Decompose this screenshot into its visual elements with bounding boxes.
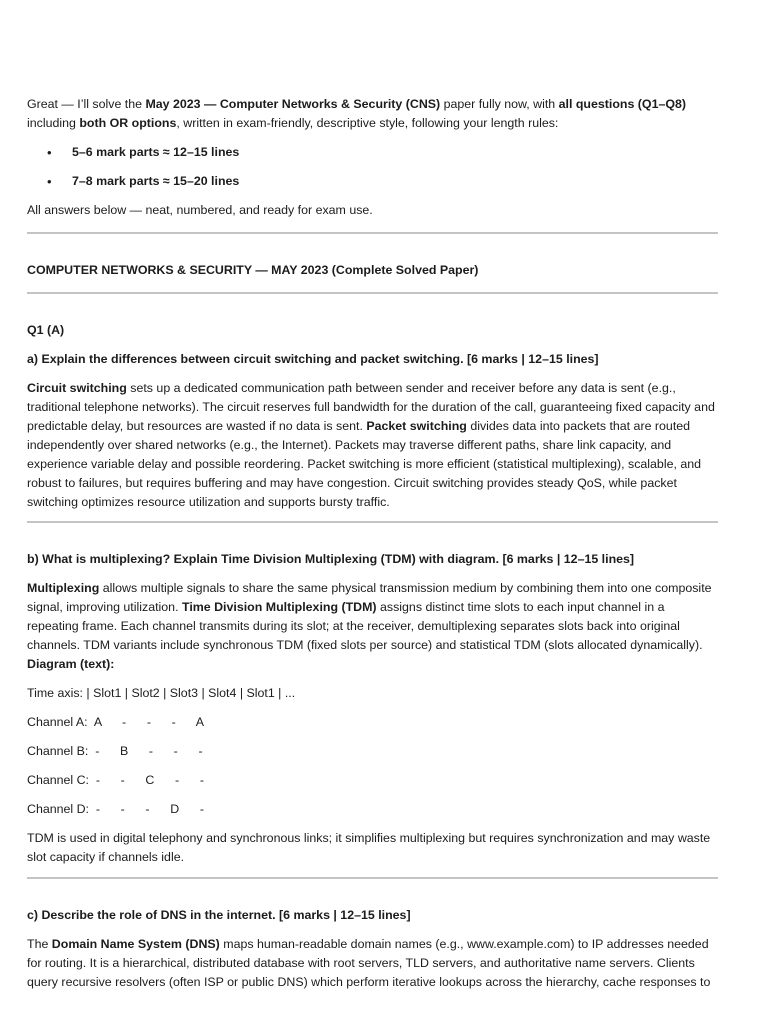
answer-1a-text: sets up a dedicated communication path between sender and receiver before any data is sent (e.g., traditional telephone networks). The circuit reserves full bandwidth for the duration of the call, guaranteeing fixed capacity and predictable delay, but resources are wasted if no data is sent. [27, 381, 715, 433]
diagram-channel-row: Channel D: - - - D - [27, 802, 204, 816]
length-rule-item [27, 172, 718, 191]
term-packet-switching: Packet switching [366, 419, 467, 433]
length-rules-list [27, 143, 718, 191]
term-multiplexing: Multiplexing [27, 581, 100, 595]
answer-1b-closing: TDM is used in digital telephony and synchronous links; it simplifies multiplexing but requires synchronization and may waste slot capacity if channels idle. [27, 831, 711, 864]
divider [27, 877, 718, 879]
divider [27, 232, 718, 234]
document-content [27, 95, 718, 992]
answer-1c-text: The [27, 937, 52, 951]
intro-text-c: paper fully now, with [440, 97, 559, 111]
intro-text-a: Great — I’ll solve the [27, 97, 146, 111]
term-circuit-switching: Circuit switching [27, 381, 127, 395]
tdm-text-diagram [27, 684, 718, 819]
length-rule-text: 7–8 mark parts ≈ 15–20 lines [72, 174, 240, 188]
question-label: Q1 (A) [27, 323, 65, 337]
intro-paragraph [27, 95, 718, 133]
diagram-channel-row: Channel B: - B - - - [27, 744, 203, 758]
length-rule-item [27, 143, 718, 162]
paper-title: COMPUTER NETWORKS & SECURITY — MAY 2023 (Complete Solved Paper) [27, 263, 479, 277]
intro-paper-name: May 2023 — Computer Networks & Security (CNS) [145, 97, 441, 111]
divider [27, 292, 718, 294]
answer-1b-text: allows multiple signals to share the same physical transmission medium by combining them into one composite signal, improving utilization. [27, 581, 712, 614]
diagram-channel-row: Channel C: - - C - - [27, 773, 204, 787]
intro-text-g: , written in exam-friendly, descriptive style, following your length rules: [176, 116, 559, 130]
term-tdm: Time Division Multiplexing (TDM) [181, 600, 377, 614]
term-dns: Domain Name System (DNS) [51, 937, 220, 951]
answer-1b [27, 579, 718, 674]
intro-or-options: both OR options [79, 116, 177, 130]
length-rule-text: 5–6 mark parts ≈ 12–15 lines [72, 145, 240, 159]
diagram-channel-row: Channel A: A - - - A [27, 715, 204, 729]
answer-1c-text-2: maps human-readable domain names (e.g., www.example.com) to IP addresses needed for routing. It is a hierarchical, distributed database with root servers, TLD servers, and authoritative name servers. Clients query recursive resolvers (often ISP or public DNS) which perform iterative lookups across the hierarchy, cache responses to [27, 937, 711, 989]
question-1a-title: a) Explain the differences between circuit switching and packet switching. [6 marks | 12–15 lines] [27, 352, 599, 366]
diagram-time-axis: Time axis: | Slot1 | Slot2 | Slot3 | Slot4 | Slot1 | ... [27, 686, 296, 700]
answer-1a [27, 379, 718, 512]
diagram-label: Diagram (text): [27, 657, 115, 671]
answer-1b-text-2: assigns distinct time slots to each input channel in a repeating frame. Each channel transmits during its slot; at the receiver, demultiplexing separates slots back into original channels. TDM variants include synchronous TDM (fixed slots per source) and statistical TDM (slots allocated dynamically). [27, 600, 703, 652]
intro-text-e: including [27, 116, 80, 130]
intro-all-questions: all questions (Q1–Q8) [558, 97, 687, 111]
question-1c-title: c) Describe the role of DNS in the internet. [6 marks | 12–15 lines] [27, 908, 411, 922]
answer-1a-text-2: divides data into packets that are routed independently over shared networks (e.g., the Internet). Packets may traverse different paths, share link capacity, and experience variable delay and possible reordering. Packet switching is more efficient (statistical multiplexing), scalable, and robust to failures, but requires buffering and may have congestion. Circuit switching provides steady QoS, while packet switching optimizes resource utilization and supports bursty traffic. [27, 419, 702, 509]
divider [27, 521, 718, 523]
intro-closing: All answers below — neat, numbered, and ready for exam use. [27, 203, 373, 217]
answer-1c [27, 935, 718, 992]
question-1b-title: b) What is multiplexing? Explain Time Division Multiplexing (TDM) with diagram. [6 marks | 12–15 lines] [27, 552, 635, 566]
